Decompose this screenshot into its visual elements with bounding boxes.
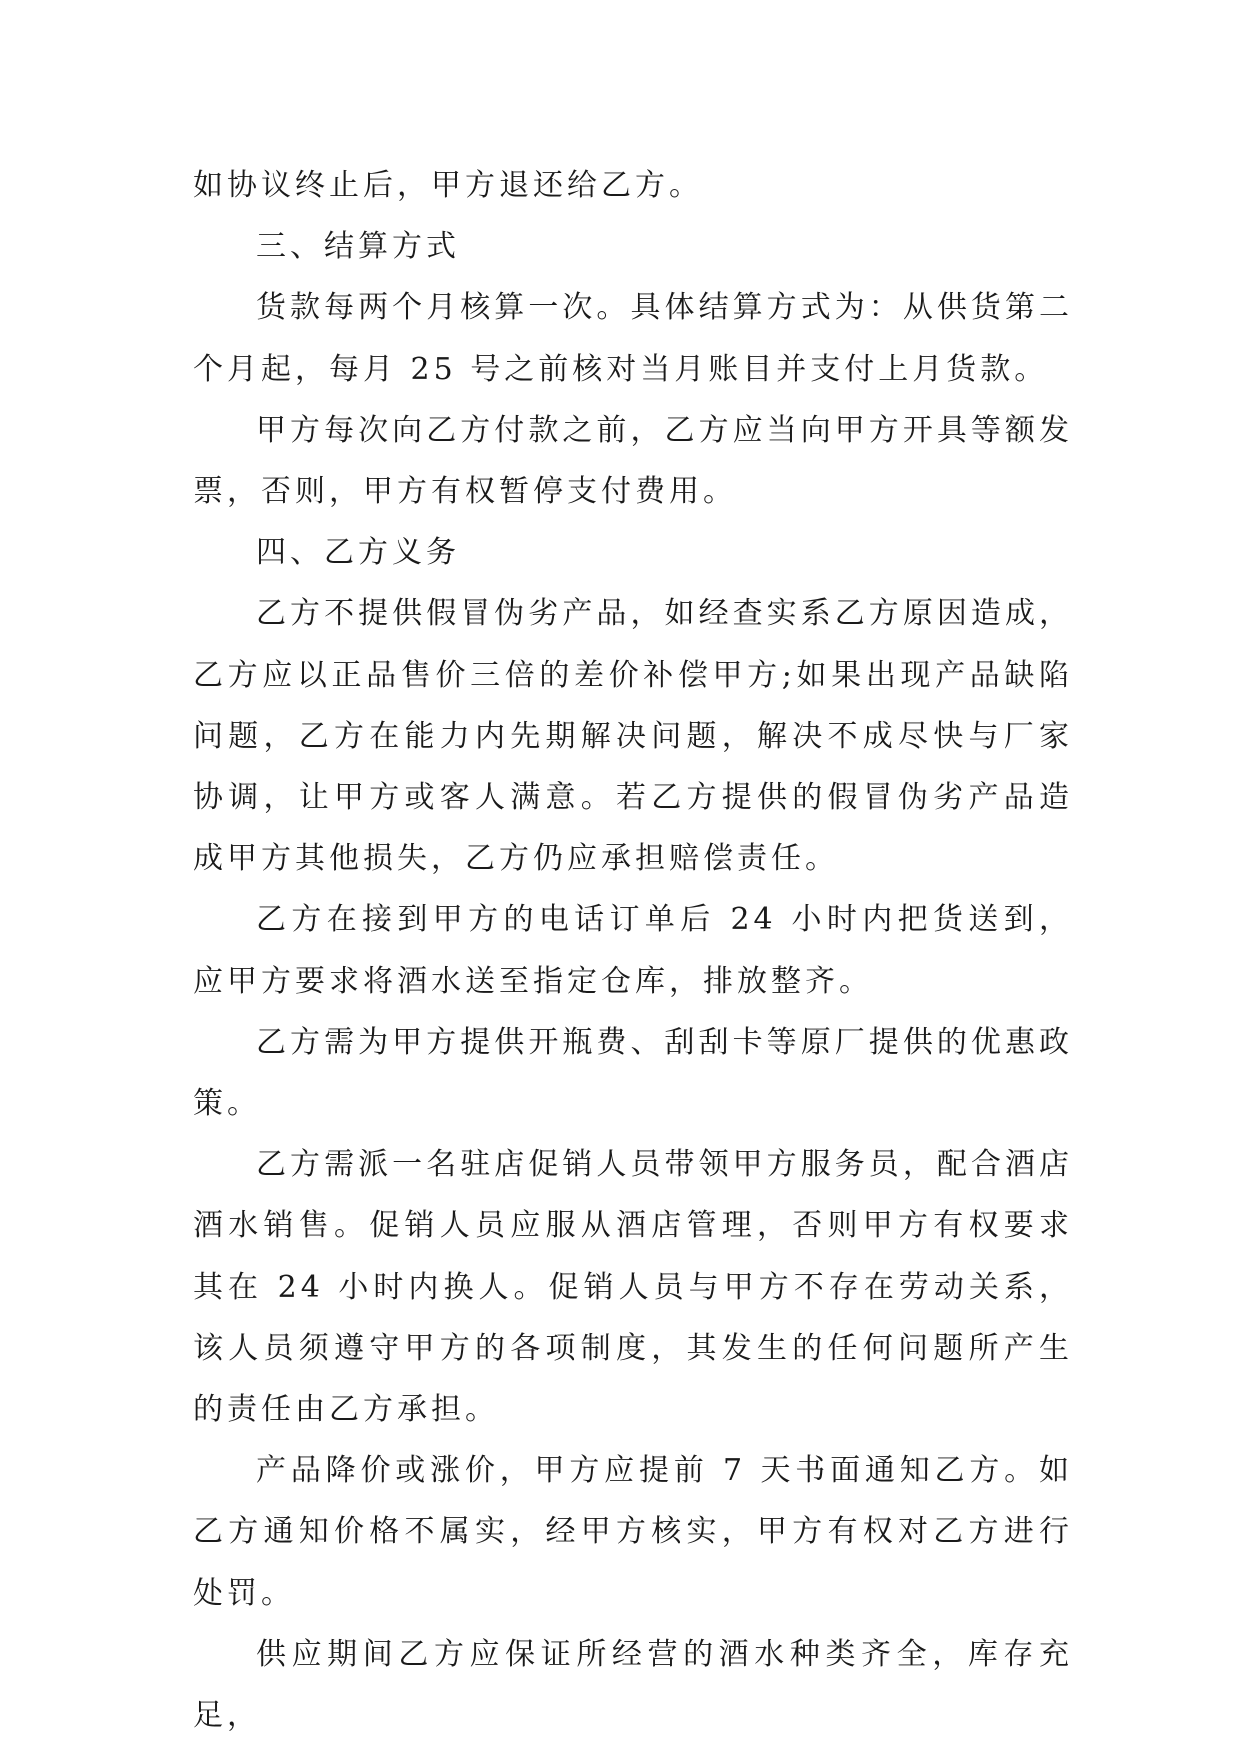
paragraph-supply-inventory: 供应期间乙方应保证所经营的酒水种类齐全，库存充足， bbox=[193, 1636, 1073, 1734]
paragraph-counterfeit-products: 乙方不提供假冒伪劣产品，如经查实系乙方原因造成，乙方应以正品售价三倍的差价补偿甲方;如果出现产品缺陷问题，乙方在能力内先期解决问题，解决不成尽快与厂家协调，让甲方或客人满意。若乙方提供的假冒伪劣产品造成甲方其他损失，乙方仍应承担赔偿责任。 bbox=[193, 596, 1073, 877]
section-heading-party-b-obligations: 四、乙方义务 bbox=[256, 535, 460, 571]
document-body bbox=[193, 155, 1073, 1746]
paragraph-price-change: 产品降价或涨价，甲方应提前 7 天书面通知乙方。如乙方通知价格不属实，经甲方核实，甲方有权对乙方进行处罚。 bbox=[193, 1453, 1073, 1611]
paragraph-delivery: 乙方在接到甲方的电话订单后 24 小时内把货送到，应甲方要求将酒水送至指定仓库，排放整齐。 bbox=[193, 902, 1073, 999]
paragraph-promotions: 乙方需为甲方提供开瓶费、刮刮卡等原厂提供的优惠政策。 bbox=[193, 1024, 1073, 1122]
section-heading-settlement: 三、结算方式 bbox=[256, 229, 460, 265]
paragraph-promoter-staff: 乙方需派一名驻店促销人员带领甲方服务员，配合酒店酒水销售。促销人员应服从酒店管理，否则甲方有权要求其在 24 小时内换人。促销人员与甲方不存在劳动关系，该人员须遵守甲方的各项制度，其发生的任何问题所产生的责任由乙方承担。 bbox=[193, 1147, 1073, 1428]
paragraph-payment-cycle: 货款每两个月核算一次。具体结算方式为：从供货第二个月起，每月 25 号之前核对当月账目并支付上月货款。 bbox=[193, 290, 1073, 387]
paragraph-invoice: 甲方每次向乙方付款之前，乙方应当向甲方开具等额发票，否则，甲方有权暂停支付费用。 bbox=[193, 412, 1073, 510]
paragraph-continuation: 如协议终止后，甲方退还给乙方。 bbox=[193, 168, 703, 203]
